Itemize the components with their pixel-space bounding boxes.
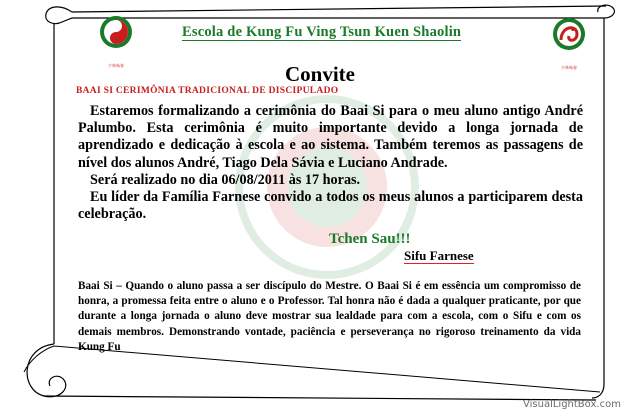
- invitation-paragraph: Estaremos formalizando a cerimônia do Baai Si para o meu aluno antigo André Palumbo. Esta cerimônia é muito importante devido a longa jornada de aprendizado e dedicação à escola e ao sistema. Também teremos as passagens de nível dos alunos André, Tiago Dela Sávia e Luciano Andrade.: [78, 103, 583, 171]
- school-title: Escola de Kung Fu Ving Tsun Kuen Shaolin: [182, 24, 462, 40]
- dragon-emblem-icon: [549, 16, 589, 60]
- logo-caption-left: 少林咏春: [108, 63, 124, 68]
- logo-caption-right: 少林咏春: [561, 65, 577, 70]
- invitation-paragraph: Será realizado no dia 06/08/2011 às 17 horas.: [90, 171, 361, 188]
- yin-yang-icon: [96, 14, 136, 58]
- invitation-heading: Convite: [285, 62, 355, 86]
- school-logo-left: [96, 14, 136, 69]
- closing-greeting: Tchen Sau!!!: [329, 231, 411, 247]
- site-watermark: VisualLightBox.com: [523, 399, 621, 410]
- invitation-paragraph: Eu líder da Família Farnese convido a todos os meus alunos a participarem desta celebração.: [78, 189, 583, 223]
- signature: Sifu Farnese: [404, 248, 474, 263]
- baai-si-note: Baai Si – Quando o aluno passa a ser discípulo do Mestre. O Baai Si é em essência um compromisso de honra, a promessa feita entre o aluno e o Professor. Tal honra não é dada a qualquer praticante, por que durante a longa jornada o aluno deve mostrar sua lealdade para com a escola, com o Sifu e com os demais membros. Demonstrando vontade, paciência e perseverança no rigoroso treinamento da vida Kung Fu: [78, 280, 581, 353]
- invitation-subtitle: BAAI SI CERIMÔNIA TRADICIONAL DE DISCIPULADO: [76, 86, 339, 96]
- invitation-body: [78, 103, 583, 223]
